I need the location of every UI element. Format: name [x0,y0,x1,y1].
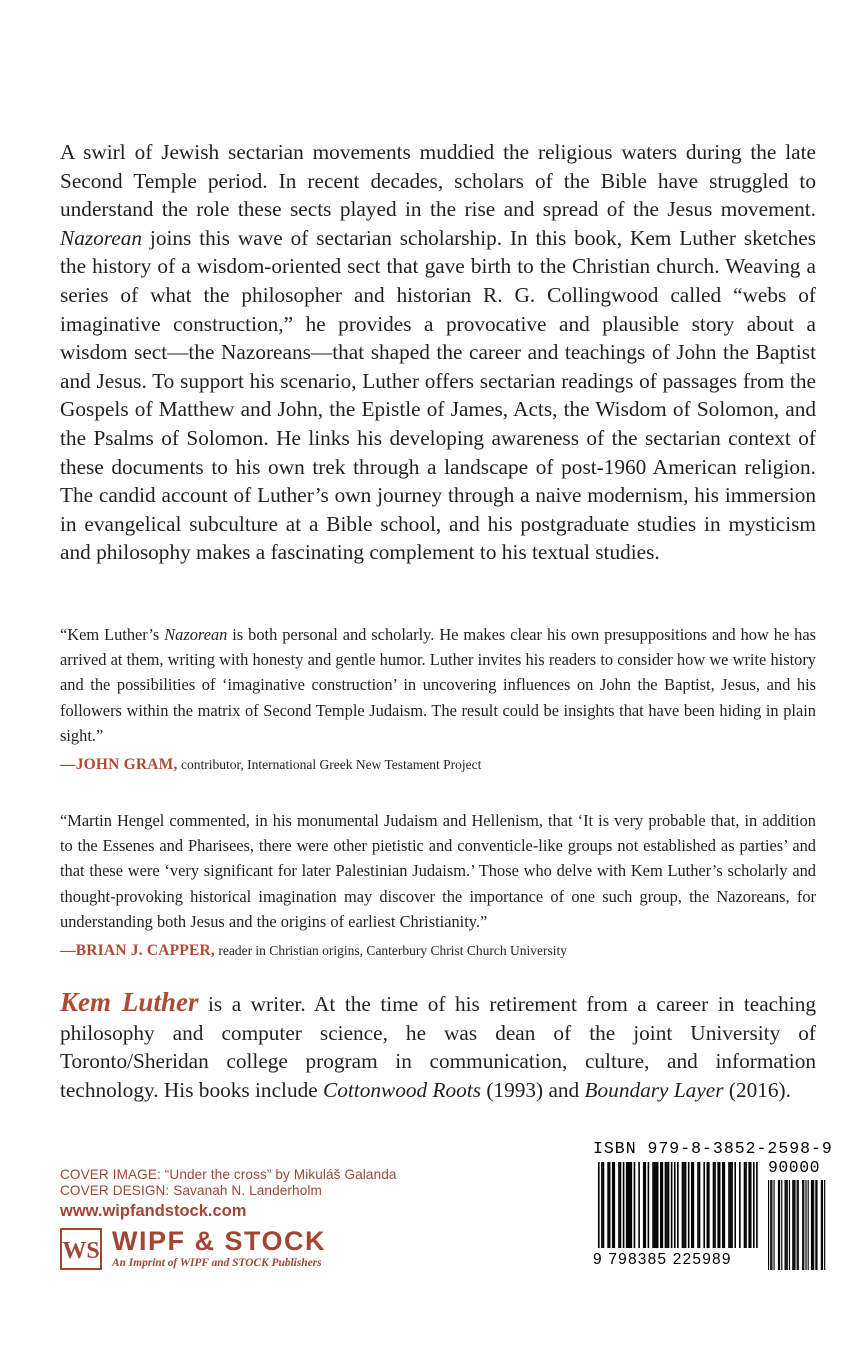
barcode-addon-bar [808,1180,809,1270]
barcode-bar [654,1162,656,1248]
barcode-addon-bar [778,1180,779,1270]
barcode-addon-bar [816,1180,817,1270]
barcode-addon-bar [798,1180,799,1270]
barcode-bar [708,1162,710,1248]
barcode-bar [609,1162,611,1248]
publisher-imprint: An Imprint of WIPF and STOCK Publishers [112,1257,322,1269]
publisher-name: WIPF & STOCK [112,1226,327,1256]
barcode-addon-bar [770,1180,771,1270]
barcode-bar [691,1162,693,1248]
barcode-addon-bar [785,1180,786,1270]
barcode-bar [671,1162,673,1248]
barcode-bar [603,1162,605,1248]
barcode-bar [657,1162,659,1248]
barcode-bar [655,1162,657,1248]
barcode-bar [674,1162,676,1248]
price-addon-number: 90000 [768,1158,821,1177]
publisher-website[interactable]: www.wipfandstock.com [60,1202,247,1220]
barcode-bar [660,1162,662,1248]
endorsement-quote: “Kem Luther’s Nazorean is both personal and scholarly. He makes clear his own presuppositions and how he has arrived at them, writing with honesty and gentle humor. Luther invites his readers to consider how we write history and the possibilities of ‘imaginative construction’ in uncovering influences on John the Baptist, Jesus, and his followers within the matrix of Second Temple Judaism. The result could be insights that have been hiding in plain sight.” —JOHN GRAM, contributor, International Greek New Testament Project [60,622,816,777]
barcode-bar [724,1162,726,1248]
author-bio: Kem Luther is a writer. At the time of his retirement from a career in teaching philosophy and computer science, he was dean of the joint University of Toronto/Sheridan college program in communication, culture, and information technology. His books include Cottonwood Roots (1993) and Boundary Layer (2016). [60,987,817,1102]
barcode-bar [612,1162,614,1248]
barcode-addon-bar [797,1180,798,1270]
barcode-addon-bar [822,1180,823,1270]
barcode-addon-bar [813,1180,814,1270]
back-cover-blurb: A swirl of Jewish sectarian movements muddied the religious waters during the late Second Temple period. In recent decades, scholars of the Bible have struggled to understand the role these sects played in the rise and spread of the Jesus movement. Nazorean joins this wave of sectarian scholarship. In this book, Kem Luther sketches the history of a wisdom-oriented sect that gave birth to the Christian church. Weaving a series of what the philosopher and historian R. G. Collingwood called “webs of imaginative construction,” he provides a provocative and plausible story about a wisdom sect—the Nazoreans—that shaped the career and teachings of John the Baptist and Jesus. To support his scenario, Luther offers sectarian readings of passages from the Gospels of Matthew and John, the Epistle of James, Acts, the Wisdom of Solomon, and the Psalms of Solomon. He links his developing awareness of the sectarian context of these documents to his own trek through a landscape of post-1960 American religion. The candid account of Luther’s own journey through a naive modernism, his immersion in evangelical subculture at a Bible school, and his postgraduate studies in mysticism and philosophy makes a fascinating complement to his textual studies. [60,140,816,565]
barcode-bar [614,1162,616,1248]
barcode-addon-bar [779,1180,780,1270]
barcode-bar [722,1162,724,1248]
barcode-addon-bar [812,1180,813,1270]
barcode-bar [652,1162,654,1248]
barcode-bar [627,1162,629,1248]
barcode-bar [618,1162,620,1248]
barcode-bar [645,1162,647,1248]
barcode-bar [745,1162,747,1248]
barcode-bar [730,1162,732,1248]
barcode-bar [634,1162,636,1248]
barcode-bar [717,1162,719,1248]
barcode-bar [620,1162,622,1248]
barcode-bar [703,1162,705,1248]
barcode-bar [753,1162,755,1248]
barcode-bar [707,1162,709,1248]
barcode-bar [734,1162,736,1248]
endorsement-attribution: —BRIAN J. CAPPER, reader in Christian origins, Canterbury Christ Church University [60,942,568,960]
barcode-bar [648,1162,650,1248]
barcode-bar [719,1162,721,1248]
barcode-addon-bar [768,1180,769,1270]
barcode-bar [693,1162,695,1248]
barcode-addon-bar [786,1180,787,1270]
barcode-bar [677,1162,679,1248]
barcode-bar [631,1162,633,1248]
barcode-bar [629,1162,631,1248]
barcode-bar [731,1162,733,1248]
endorsement-quote: “Martin Hengel commented, in his monumental Judaism and Hellenism, that ‘It is very probable that, in addition to the Essenes and Pharisees, there were other pietistic and conventicle-like groups not established as parties’ and that these were ‘very significant for later Palestinian Judaism.’ Those who delve with Kem Luther’s scholarly and thought-provoking historical imagination may discover the importance of one such group, the Nazoreans, for understanding both Jesus and the origins of earliest Christianity.” —BRIAN J. CAPPER, reader in Christian origins, Canterbury Christ Church University [60,808,816,963]
barcode-addon-bar [793,1180,794,1270]
barcode-bar [638,1162,640,1248]
barcode-bar [750,1162,752,1248]
barcode-addon-bar [824,1180,825,1270]
barcode-bar [623,1162,625,1248]
barcode-bar [666,1162,668,1248]
barcode-bar [728,1162,730,1248]
barcode-bar [683,1162,685,1248]
barcode-bar [744,1162,746,1248]
barcode-addon-bar [803,1180,804,1270]
barcode-bar [668,1162,670,1248]
isbn-label: ISBN 979-8-3852-2598-9 [593,1139,833,1158]
barcode-addon-bar [802,1180,803,1270]
barcode-number: 9 798385 225989 [593,1251,732,1268]
barcode-bar [713,1162,715,1248]
barcode-bar [598,1162,600,1248]
barcode-addon-bar [792,1180,793,1270]
barcode-addon-bar [811,1180,812,1270]
barcode-bar [626,1162,628,1248]
barcode-bar [665,1162,667,1248]
barcode-addon-bar [774,1180,775,1270]
barcode-bar [662,1162,664,1248]
barcode-addon-bar [815,1180,816,1270]
barcode-bar [607,1162,609,1248]
barcode-addon-bar [787,1180,788,1270]
barcode-addon-bar [789,1180,790,1270]
svg-text:WS: WS [62,1238,100,1264]
barcode-bar [699,1162,701,1248]
barcode-bar [697,1162,699,1248]
barcode-bar [601,1162,603,1248]
barcode-addon-bar [805,1180,806,1270]
barcode-bar [688,1162,690,1248]
barcode-addon-bar [821,1180,822,1270]
barcode-bar [748,1162,750,1248]
barcode-bar [714,1162,716,1248]
cover-credits: COVER IMAGE: “Under the cross” by Mikuláš Galanda COVER DESIGN: Savanah N. Landerholm [60,1167,397,1198]
barcode-addon-bar [771,1180,772,1270]
barcode-bar [739,1162,741,1248]
endorsement-attribution: —JOHN GRAM, contributor, International Greek New Testament Project [60,756,482,774]
barcode-addon-bar [794,1180,795,1270]
barcode-addon-bar [781,1180,782,1270]
barcode-bar [682,1162,684,1248]
barcode-bar [756,1162,758,1248]
barcode-bar [643,1162,645,1248]
barcode-bar [685,1162,687,1248]
author-name: Kem Luther [60,987,199,1017]
